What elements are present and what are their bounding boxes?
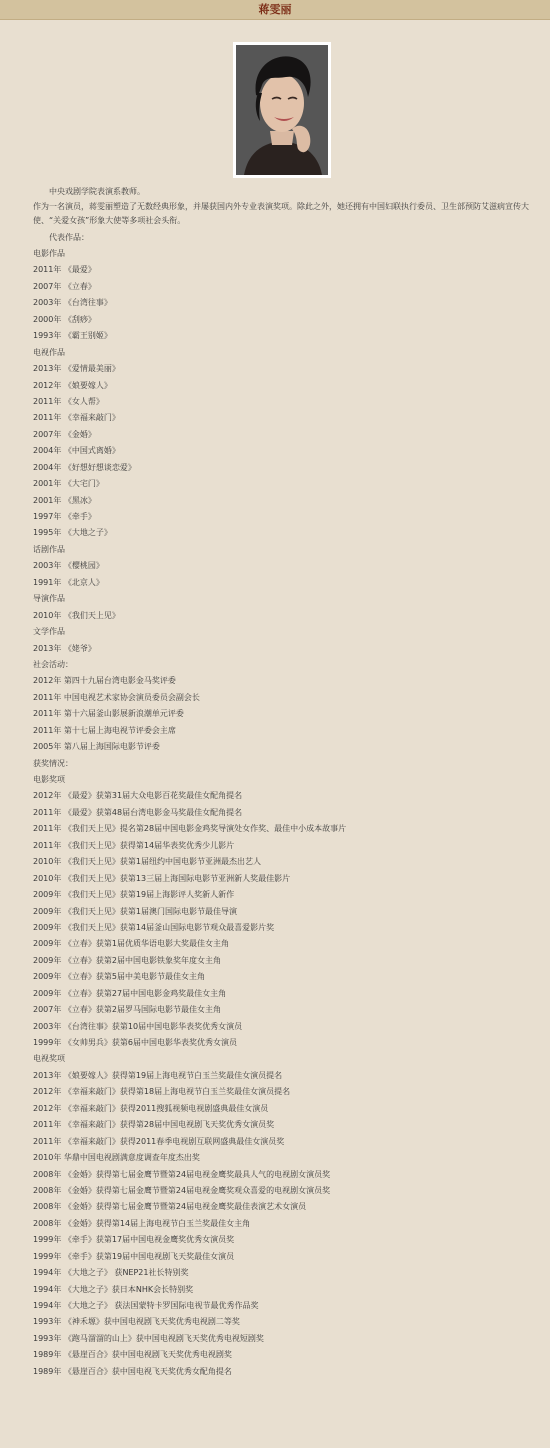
list-item: 2003年 《樱桃园》 bbox=[33, 561, 104, 571]
list-item: 2009年 《立春》获第2届中国电影铁象奖年度女主角 bbox=[33, 955, 221, 965]
list-item: 1993年 《跑马溜溜的山上》获中国电视剧飞天奖优秀电视短剧奖 bbox=[33, 1333, 264, 1343]
list-item: 2008年 《金婚》获得第七届金鹰节暨第24届电视金鹰奖最佳表演艺术女演员 bbox=[33, 1202, 307, 1212]
list-item: 2011年 《最爱》 bbox=[33, 265, 96, 275]
list-item: 1995年 《大地之子》 bbox=[33, 528, 112, 538]
list-item: 1993年 《霸王别姬》 bbox=[33, 331, 112, 341]
intro-paragraph: 作为一名演员，蒋雯丽塑造了无数经典形象，并屡获国内外专业表演奖项。除此之外，她还拥有中国妇联执行委员、卫生部预防艾滋病宣传大使、“关爱女孩”形象大使等多项社会头衔。 bbox=[33, 202, 529, 225]
list-item: 2012年 《幸福来敲门》获得2011搜狐视频电视剧盛典最佳女演员 bbox=[33, 1103, 269, 1113]
list-item: 话剧作品 bbox=[33, 544, 65, 554]
list-item: 2011年 第十六届釜山影展新浪潮单元评委 bbox=[33, 709, 184, 719]
list-item: 2005年 第八届上海国际电影节评委 bbox=[33, 742, 160, 752]
list-item: 2007年 《立春》获第2届罗马国际电影节最佳女主角 bbox=[33, 1005, 221, 1015]
article-body bbox=[33, 184, 533, 1380]
list-item: 2011年 《最爱》获第48届台湾电影金马奖最佳女配角提名 bbox=[33, 807, 243, 817]
list-item: 1989年 《悬崖百合》获中国电视剧飞天奖优秀电视剧奖 bbox=[33, 1350, 232, 1360]
portrait-photo bbox=[233, 42, 331, 178]
list-item: 2010年 《我们天上见》 bbox=[33, 610, 120, 620]
list-item: 1994年 《大地之子》 获法国蒙特卡罗国际电视节最优秀作品奖 bbox=[33, 1301, 259, 1310]
list-item: 2009年 《立春》获第5届中美电影节最佳女主角 bbox=[33, 972, 205, 982]
list-item: 电影作品 bbox=[33, 249, 65, 258]
list-item: 2004年 《好想好想谈恋爱》 bbox=[33, 462, 136, 472]
list-item: 2012年 第四十九届台湾电影金马奖评委 bbox=[33, 676, 176, 686]
list-item: 电视奖项 bbox=[33, 1054, 65, 1064]
list-item: 2004年 《中国式离婚》 bbox=[33, 446, 120, 456]
list-item: 2009年 《我们天上见》获第19届上海影评人奖新人新作 bbox=[33, 890, 235, 900]
list-item: 2009年 《立春》获第27届中国电影金鸡奖最佳女主角 bbox=[33, 988, 227, 998]
list-item: 1999年 《牵手》获第19届中国电视剧飞天奖最佳女演员 bbox=[33, 1251, 235, 1261]
section-heading: 代表作品： bbox=[49, 233, 89, 242]
list-item: 2009年 《我们天上见》获第1届澳门国际电影节最佳导演 bbox=[33, 906, 237, 916]
list-item: 获奖情况： bbox=[33, 758, 73, 768]
list-item: 电视作品 bbox=[33, 347, 65, 357]
list-item: 2007年 《立春》 bbox=[33, 281, 96, 291]
list-item: 1999年 《女帅男兵》获第6届中国电影华表奖优秀女演员 bbox=[33, 1038, 237, 1047]
list-item: 2013年 《爱情最美丽》 bbox=[33, 364, 120, 374]
list-item: 2011年 《我们天上见》获得第14届华表奖优秀少儿影片 bbox=[33, 840, 235, 850]
list-item: 2011年 《女人帮》 bbox=[33, 396, 104, 406]
list-item: 2009年 《立春》获第1届优质华语电影大奖最佳女主角 bbox=[33, 939, 229, 949]
list-item: 2008年 《金婚》获得第14届上海电视节白玉兰奖最佳女主角 bbox=[33, 1218, 251, 1228]
portrait-image bbox=[236, 45, 328, 175]
list-item: 2003年 《台湾往事》获第10届中国电影华表奖优秀女演员 bbox=[33, 1021, 243, 1031]
list-item: 1991年 《北京人》 bbox=[33, 577, 104, 587]
list-item: 2010年 《我们天上见》获第13三届上海国际电影节亚洲新人奖最佳影片 bbox=[33, 873, 291, 883]
list-item: 文学作品 bbox=[33, 627, 65, 637]
list-item: 2012年 《娘要嫁人》 bbox=[33, 380, 112, 390]
list-item: 2008年 《金婚》获得第七届金鹰节暨第24届电视金鹰奖最具人气的电视剧女演员奖 bbox=[33, 1169, 331, 1179]
list-item: 2011年 《我们天上见》提名第28届中国电影金鸡奖导演处女作奖、最佳中小成本故事片 bbox=[33, 824, 347, 834]
list-item: 2009年 《我们天上见》获第14届釜山国际电影节观众最喜爱影片奖 bbox=[33, 922, 275, 932]
list-item: 2011年 《幸福来敲门》 bbox=[33, 413, 120, 423]
list-item: 2010年 华鼎中国电视剧满意度调查年度杰出奖 bbox=[33, 1153, 200, 1163]
list-item: 2011年 《幸福来敲门》获得第28届中国电视剧飞天奖优秀女演员奖 bbox=[33, 1120, 275, 1130]
list-item: 1994年 《大地之子》获日本NHK会长特别奖 bbox=[33, 1284, 194, 1294]
list-item: 1994年 《大地之子》 获NEP21社长特别奖 bbox=[33, 1268, 189, 1278]
intro-paragraph: 中央戏剧学院表演系教师。 bbox=[49, 187, 145, 196]
list-item: 2012年 《幸福来敲门》获得第18届上海电视节白玉兰奖最佳女演员提名 bbox=[33, 1087, 291, 1097]
list-item: 2011年 《幸福来敲门》获得2011春季电视剧互联网盛典最佳女演员奖 bbox=[33, 1136, 285, 1146]
list-item: 2011年 中国电视艺术家协会演员委员会副会长 bbox=[33, 692, 200, 702]
list-item: 2010年 《我们天上见》获第1届纽约中国电影节亚洲最杰出艺人 bbox=[33, 857, 261, 867]
list-item: 2008年 《金婚》获得第七届金鹰节暨第24届电视金鹰奖观众喜爱的电视剧女演员奖 bbox=[33, 1185, 331, 1195]
list-item: 社会活动： bbox=[33, 659, 73, 669]
list-item: 2012年 《最爱》获第31届大众电影百花奖最佳女配角提名 bbox=[33, 791, 243, 801]
list-item: 1997年 《牵手》 bbox=[33, 512, 96, 521]
list-item: 2000年 《刮痧》 bbox=[33, 314, 96, 324]
list-item: 2001年 《黑冰》 bbox=[33, 495, 96, 505]
list-item: 1989年 《悬崖百合》获中国电视飞天奖优秀女配角提名 bbox=[33, 1366, 232, 1376]
work-and-award-list bbox=[33, 246, 533, 1380]
list-item: 导演作品 bbox=[33, 594, 65, 604]
list-item: 2001年 《大宅门》 bbox=[33, 479, 104, 489]
page-title: 蒋雯丽 bbox=[0, 0, 550, 20]
list-item: 电影奖项 bbox=[33, 775, 65, 784]
list-item: 2007年 《金婚》 bbox=[33, 429, 96, 439]
list-item: 1993年 《神禾塬》获中国电视剧飞天奖优秀电视剧二等奖 bbox=[33, 1317, 240, 1327]
list-item: 2013年 《娘要嫁人》获得第19届上海电视节白玉兰奖最佳女演员提名 bbox=[33, 1070, 283, 1080]
list-item: 2003年 《台湾往事》 bbox=[33, 298, 112, 308]
list-item: 2013年 《姥爷》 bbox=[33, 643, 96, 653]
list-item: 2011年 第十七届上海电视节评委会主席 bbox=[33, 725, 176, 735]
list-item: 1999年 《牵手》获第17届中国电视金鹰奖优秀女演员奖 bbox=[33, 1235, 235, 1245]
